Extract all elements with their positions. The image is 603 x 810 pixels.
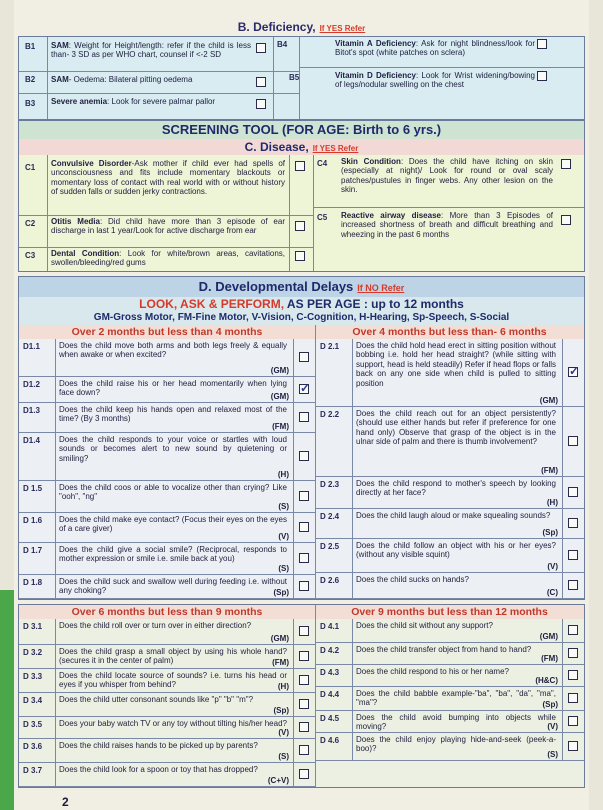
dev-4-6-row: [316, 407, 584, 477]
dev-9-12-row: [316, 643, 584, 665]
dev-6-9-row: [19, 693, 315, 717]
dev-4-6-checkbox[interactable]: [568, 518, 578, 528]
dev-6-9-question: Does the child utter consonant sounds like "p" "b" "m"?: [59, 695, 254, 704]
c5-text: Reactive airway disease: More than 3 Episodes of increased shortness of breath and difficult breathing and wheezing in the past 6 months: [341, 211, 553, 239]
dev-4-6-domain-tag: (C): [546, 588, 558, 597]
b4-code: B4: [277, 40, 288, 49]
dev-9-12-code: D 4.6: [320, 736, 340, 745]
dev-4-6-question: Does the child reach out for an object persistently? (should use either hands but refer if preference for one hand only) Observe that grasp of the object is in the ulnar side of palm and there is thumb involvement?: [356, 409, 556, 447]
dev-4-6-checkbox[interactable]: [568, 436, 578, 446]
c3-text: Dental Condition: Look for white/brown areas, cavitations, swollen/bleeding/red gums: [51, 249, 285, 268]
deficiency-refer: If YES Refer: [319, 24, 366, 33]
delays-title: [19, 277, 584, 297]
dev-6-9-question: Does the child raises hands to be picked up by parents?: [59, 741, 258, 750]
dev-6-9-checkbox[interactable]: [299, 722, 309, 732]
c1-checkbox[interactable]: [295, 161, 305, 171]
dev-6-9-checkbox[interactable]: [299, 675, 309, 685]
dev-2-4-domain-tag: (H): [277, 470, 289, 479]
dev-2-4-checkbox[interactable]: [299, 384, 309, 394]
b3-text: Severe anemia: Look for severe palmar pallor: [51, 97, 216, 106]
dev-9-12-domain-tag: (S): [547, 750, 558, 759]
dev-9-12-checkbox[interactable]: [568, 670, 578, 680]
dev-6-9-checkbox[interactable]: [299, 769, 309, 779]
dev-9-12-domain-tag: (Sp): [542, 700, 558, 709]
b5-text: Vitamin D Deficiency: Look for Wrist widening/bowing of legs/nodular swelling on the chest: [335, 71, 535, 90]
c3-code: C3: [25, 251, 36, 260]
dev-2-4-question: Does the child give a social smile? (Reciprocal, responds to mother expression or smile i.e. smile back at you): [59, 545, 287, 564]
dev-2-4-code: D 1.7: [23, 546, 43, 555]
dev-6-9-question: Does the child roll over or turn over in either direction?: [59, 621, 252, 630]
dev-4-6-row: [316, 539, 584, 573]
dev-2-4-domain-tag: (S): [278, 502, 289, 511]
disease-title: [19, 139, 584, 155]
dev-6-9-code: D 3.7: [23, 766, 43, 775]
dev-6-9-checkbox[interactable]: [299, 745, 309, 755]
b3-code: B3: [25, 99, 36, 108]
dev-9-12-code: D 4.4: [320, 690, 340, 699]
dev-4-6-domain-tag: (V): [547, 562, 558, 571]
dev-9-12-domain-tag: (V): [547, 722, 558, 731]
dev-2-4-row: [19, 403, 315, 433]
dev-4-6-question: Does the child laugh aloud or make squealing sounds?: [356, 511, 551, 520]
dev-4-6-question: Does the child sucks on hands?: [356, 575, 469, 584]
dev-4-6-row: [316, 477, 584, 509]
dev-4-6-question: Does the child hold head erect in sitting position without bobbing i.e. hold her head straight? (while sitting with support, head is held steadily) Refer if head flops or falls back on any one side when child is pulled to sitting position: [356, 341, 556, 388]
dev-2-4-domain-tag: (Sp): [273, 588, 289, 597]
dev-2-4-checkbox[interactable]: [299, 553, 309, 563]
dev-2-4-question: Does the child keep his hands open and relaxed most of the time? (By 3 months): [59, 405, 287, 424]
dev-2-4-row: [19, 481, 315, 513]
group-2-4-months-title: Over 2 months but less than 4 months: [19, 325, 315, 339]
dev-4-6-checkbox[interactable]: [568, 580, 578, 590]
dev-6-9-domain-tag: (GM): [270, 634, 289, 643]
deficiency-title-text: B. Deficiency,: [237, 20, 316, 34]
dev-9-12-code: D 4.1: [320, 622, 340, 631]
b5-checkbox[interactable]: [537, 71, 547, 81]
group-6-9-months-title: Over 6 months but less than 9 months: [19, 605, 315, 619]
dev-6-9-checkbox[interactable]: [299, 651, 309, 661]
dev-4-6-row: [316, 573, 584, 599]
dev-2-4-code: D 1.6: [23, 516, 43, 525]
dev-9-12-question: Does the child avoid bumping into objects while moving?: [356, 713, 556, 732]
page-number: 2: [62, 795, 69, 809]
dev-9-12-domain-tag: (H&C): [535, 676, 558, 685]
dev-2-4-question: Does the child raise his or her head momentarily when lying face down?: [59, 379, 287, 398]
dev-2-4-question: Does the child move both arms and both legs freely & equally when awake or when excited?: [59, 341, 287, 360]
delays-legend: GM-Gross Motor, FM-Fine Motor, V-Vision, C-Cognition, H-Hearing, Sp-Speech, S-Social: [19, 311, 584, 325]
dev-6-9-code: D 3.3: [23, 672, 43, 681]
b3-checkbox[interactable]: [256, 99, 266, 109]
delays-table: [18, 276, 585, 600]
dev-9-12-checkbox[interactable]: [568, 648, 578, 658]
dev-4-6-domain-tag: (H): [546, 498, 558, 507]
dev-4-6-code: D 2.3: [320, 480, 340, 489]
dev-9-12-row: [316, 665, 584, 687]
c4-checkbox[interactable]: [561, 159, 571, 169]
c2-code: C2: [25, 219, 36, 228]
dev-4-6-code: D 2.6: [320, 576, 340, 585]
dev-4-6-code: D 2.4: [320, 512, 340, 521]
dev-9-12-code: D 4.2: [320, 646, 340, 655]
dev-2-4-domain-tag: (V): [278, 532, 289, 541]
dev-2-4-question: Does the child make eye contact? (Focus their eyes on the eyes of a care giver): [59, 515, 287, 534]
dev-2-4-code: D 1.8: [23, 578, 43, 587]
group-4-6-months-title: Over 4 months but less than- 6 months: [315, 325, 584, 339]
dev-2-4-row: [19, 377, 315, 403]
dev-2-4-checkbox[interactable]: [299, 451, 309, 461]
dev-6-9-checkbox[interactable]: [299, 626, 309, 636]
dev-6-9-domain-tag: (FM): [272, 658, 289, 667]
dev-4-6-question: Does the child respond to mother's speech by looking directly at her face?: [356, 479, 556, 498]
green-page-tab: [0, 590, 14, 810]
c2-checkbox[interactable]: [295, 221, 305, 231]
b2-code: B2: [25, 75, 36, 84]
disease-table: [18, 120, 585, 272]
dev-4-6-checkbox[interactable]: [568, 550, 578, 560]
subtitle-red: LOOK, ASK & PERFORM,: [139, 297, 285, 311]
dev-9-12-question: Does the child sit without any support?: [356, 621, 493, 630]
dev-2-4-code: D1.1: [23, 342, 40, 351]
dev-2-4-row: [19, 433, 315, 481]
dev-6-9-row: [19, 645, 315, 669]
b4-checkbox[interactable]: [537, 39, 547, 49]
b5-code: B5: [289, 73, 300, 82]
dev-6-9-checkbox[interactable]: [299, 699, 309, 709]
deficiency-table: [18, 36, 585, 120]
dev-9-12-domain-tag: (FM): [541, 654, 558, 663]
group-9-12-months-title: Over 9 months but less than 12 months: [315, 605, 584, 619]
dev-2-4-row: [19, 543, 315, 575]
c2-text: Otitis Media: Did child have more than 3 episode of ear discharge in last 1 year/Look for active discharge from ear: [51, 217, 285, 236]
dev-9-12-checkbox[interactable]: [568, 716, 578, 726]
dev-2-4-row: [19, 339, 315, 377]
dev-6-9-code: D 3.4: [23, 696, 43, 705]
dev-2-4-row: [19, 575, 315, 599]
delays-title-text: D. Developmental Delays: [198, 279, 354, 294]
c5-checkbox[interactable]: [561, 215, 571, 225]
dev-6-9-row: [19, 763, 315, 787]
dev-6-9-domain-tag: (Sp): [273, 706, 289, 715]
dev-2-4-row: [19, 513, 315, 543]
dev-2-4-checkbox[interactable]: [299, 491, 309, 501]
dev-4-6-checkbox[interactable]: [568, 487, 578, 497]
b1-checkbox[interactable]: [256, 43, 266, 53]
dev-4-6-domain-tag: (GM): [539, 396, 558, 405]
dev-2-4-domain-tag: (GM): [270, 366, 289, 375]
dev-2-4-code: D 1.5: [23, 484, 43, 493]
dev-9-12-row: [316, 687, 584, 711]
dev-4-6-question: Does the child follow an object with his or her eyes? (without any visible squint): [356, 541, 556, 560]
dev-9-12-row: [316, 733, 584, 761]
delays-table-2: [18, 604, 585, 788]
dev-2-4-code: D1.4: [23, 436, 40, 445]
c1-text: Convulsive Disorder-Ask mother if child ever had spells of unconsciousness and fits include momentary blackouts or momentary loss of contact with real world with or without history of sudden falls or sudden jerky contractions.: [51, 159, 285, 197]
dev-6-9-question: Does your baby watch TV or any toy without tilting his/her head?: [59, 719, 287, 728]
dev-6-9-row: [19, 619, 315, 645]
dev-6-9-row: [19, 739, 315, 763]
dev-6-9-question: Does the child grasp a small object by using his whole hand? (secures it in the center of palm): [59, 647, 287, 666]
b4-text: Vitamin A Deficiency: Ask for night blindness/look for Bitot's spot (white patches on sclera): [335, 39, 535, 58]
dev-9-12-code: D 4.5: [320, 714, 340, 723]
dev-4-6-code: D 2.2: [320, 410, 340, 419]
c5-code: C5: [317, 213, 328, 222]
disease-refer: If YES Refer: [312, 144, 359, 153]
b2-checkbox[interactable]: [256, 77, 266, 87]
dev-6-9-domain-tag: (V): [278, 728, 289, 737]
c4-text: Skin Condition: Does the child have itching on skin (especially at night)/ Look for round or oval scaly patches/pustules in finger webs. Any other lesion on the skin.: [341, 157, 553, 195]
dev-6-9-code: D 3.1: [23, 622, 43, 631]
dev-2-4-checkbox[interactable]: [299, 522, 309, 532]
dev-6-9-code: D 3.6: [23, 742, 43, 751]
dev-2-4-code: D1.3: [23, 406, 40, 415]
dev-2-4-question: Does the child responds to your voice or startles with loud sounds or becomes alert to new sound by quietening or smiling?: [59, 435, 287, 463]
dev-9-12-question: Does the child transfer object from hand to hand?: [356, 645, 532, 654]
dev-6-9-code: D 3.2: [23, 648, 43, 657]
dev-9-12-row: [316, 711, 584, 733]
dev-9-12-question: Does the child babble example-"ba", "ba", "da", "ma", "ma"?: [356, 689, 556, 708]
dev-2-4-domain-tag: (S): [278, 564, 289, 573]
dev-6-9-row: [19, 717, 315, 739]
c4-code: C4: [317, 159, 328, 168]
dev-2-4-code: D1.2: [23, 380, 40, 389]
dev-9-12-domain-tag: (GM): [539, 632, 558, 641]
dev-6-9-domain-tag: (H): [277, 682, 289, 691]
dev-9-12-checkbox[interactable]: [568, 693, 578, 703]
delays-subtitle: [19, 297, 584, 311]
dev-2-4-domain-tag: (GM): [270, 392, 289, 401]
dev-6-9-question: Does the child look for a spoon or toy that has dropped?: [59, 765, 258, 774]
dev-2-4-question: Does the child suck and swallow well during feeding i.e. without any choking?: [59, 577, 287, 596]
dev-4-6-domain-tag: (FM): [541, 466, 558, 475]
dev-9-12-question: Does the child respond to his or her name?: [356, 667, 509, 676]
dev-6-9-question: Does the child locate source of sounds? i.e. turns his head or eyes if you whisper from behind?: [59, 671, 287, 690]
b1-code: B1: [25, 42, 36, 51]
dev-6-9-domain-tag: (S): [278, 752, 289, 761]
page: [14, 0, 589, 810]
b2-text: SAM- Oedema: Bilateral pitting oedema: [51, 75, 193, 84]
disease-title-text: C. Disease,: [244, 140, 309, 154]
dev-2-4-domain-tag: (FM): [272, 422, 289, 431]
dev-4-6-checkbox[interactable]: [568, 367, 578, 377]
dev-9-12-question: Does the child enjoy playing hide-and-seek (peek-a-boo)?: [356, 735, 556, 754]
subtitle-blue: AS PER AGE : up to 12 months: [284, 297, 464, 311]
dev-2-4-checkbox[interactable]: [299, 581, 309, 591]
b1-text: SAM: Weight for Height/length: refer if the child is less than- 3 SD as per WHO chart, counsel if <-2 SD: [51, 41, 251, 60]
dev-9-12-checkbox[interactable]: [568, 741, 578, 751]
dev-9-12-code: D 4.3: [320, 668, 340, 677]
dev-9-12-row: [316, 619, 584, 643]
dev-2-4-checkbox[interactable]: [299, 352, 309, 362]
dev-4-6-code: D 2.5: [320, 542, 340, 551]
dev-4-6-code: D 2.1: [320, 342, 340, 351]
dev-6-9-row: [19, 669, 315, 693]
dev-9-12-checkbox[interactable]: [568, 625, 578, 635]
c1-code: C1: [25, 163, 36, 172]
dev-4-6-row: [316, 339, 584, 407]
screening-banner: SCREENING TOOL (FOR AGE: Birth to 6 yrs.): [19, 121, 584, 139]
c3-checkbox[interactable]: [295, 251, 305, 261]
deficiency-title: [14, 20, 589, 34]
dev-2-4-question: Does the child coos or able to vocalize other than crying? Like "ooh", "ng": [59, 483, 287, 502]
dev-4-6-row: [316, 509, 584, 539]
dev-6-9-code: D 3.5: [23, 720, 43, 729]
dev-4-6-domain-tag: (Sp): [542, 528, 558, 537]
delays-refer: If NO Refer: [357, 283, 405, 293]
dev-6-9-domain-tag: (C+V): [267, 776, 289, 785]
dev-2-4-checkbox[interactable]: [299, 412, 309, 422]
